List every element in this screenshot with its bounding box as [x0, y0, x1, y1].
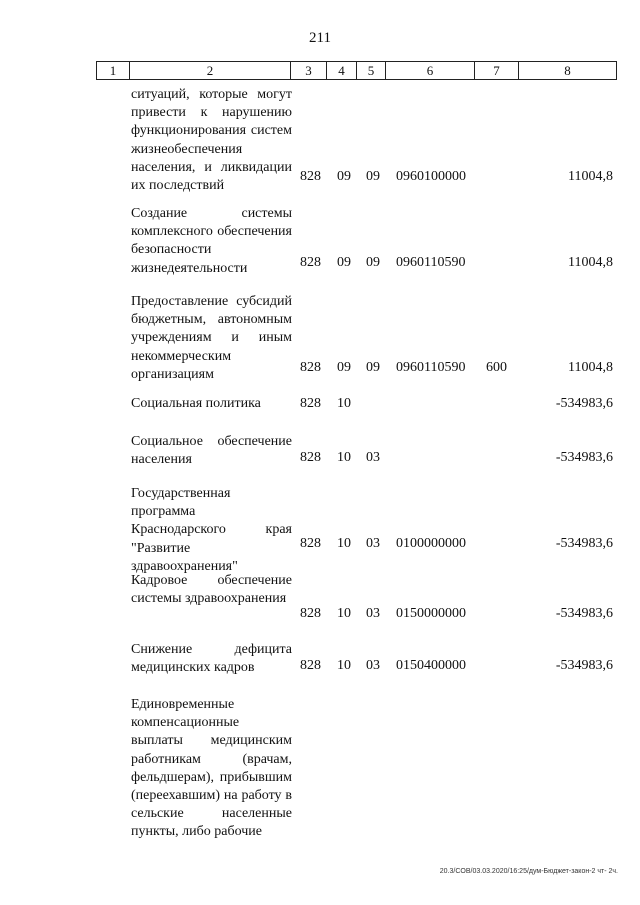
row-amount: -534983,6 [555, 606, 613, 621]
row-code-3: 828 [300, 255, 321, 270]
row-code-4: 10 [337, 396, 351, 411]
row-name: Социальная политика [131, 396, 261, 411]
row-code-3: 828 [300, 360, 321, 375]
row-code-3: 828 [300, 396, 321, 411]
row-name: Единовременные компенсационные выплаты медицинским работникам (врачам, фельдшерам), прибывшим (переехавшим) на работу в сельские населенные пункты, либо рабочие [131, 697, 292, 840]
row-code-4: 10 [337, 536, 351, 551]
row-code-6: 0150400000 [396, 658, 466, 673]
row-code-5: 09 [366, 360, 380, 375]
row-amount: 11004,8 [568, 255, 613, 270]
row-code-3: 828 [300, 450, 321, 465]
row-code-4: 10 [337, 450, 351, 465]
row-name: Предоставление субсидий бюджетным, автономным учреждениям и иным некоммерческим организациям [131, 294, 292, 382]
row-code-3: 828 [300, 169, 321, 184]
row-name: Социальное обеспечение населения [131, 434, 292, 468]
row-code-4: 09 [337, 255, 351, 270]
row-code-5: 09 [366, 255, 380, 270]
row-code-5: 03 [366, 606, 380, 621]
header-col-3: 3 [291, 62, 327, 79]
row-amount: -534983,6 [555, 396, 613, 411]
row-code-7: 600 [486, 360, 507, 375]
row-code-5: 03 [366, 658, 380, 673]
row-code-3: 828 [300, 536, 321, 551]
row-code-3: 828 [300, 606, 321, 621]
row-code-5: 03 [366, 450, 380, 465]
row-code-5: 03 [366, 536, 380, 551]
header-col-1: 1 [97, 62, 130, 79]
row-amount: -534983,6 [555, 450, 613, 465]
row-name: Снижение дефицита медицинских кадров [131, 642, 292, 676]
row-amount: 11004,8 [568, 360, 613, 375]
header-col-7: 7 [475, 62, 519, 79]
row-name: ситуаций, которые могут привести к нарушению функционирования систем жизнеобеспечения населения, и ликвидации их последствий [131, 87, 292, 194]
header-col-8: 8 [564, 63, 571, 78]
header-col-6: 6 [386, 62, 475, 79]
row-code-5: 09 [366, 169, 380, 184]
row-code-6: 0150000000 [396, 606, 466, 621]
document-footer: 20.3/COB/03.03.2020/16:25/дум-Бюджет-закон-2 чт- 2ч. [439, 868, 618, 875]
row-amount: 11004,8 [568, 169, 613, 184]
table-header [96, 61, 617, 80]
row-code-6: 0960110590 [396, 360, 466, 375]
row-code-6: 0960100000 [396, 169, 466, 184]
row-code-4: 10 [337, 658, 351, 673]
header-col-2: 2 [130, 62, 291, 79]
row-name: Кадровое обеспечение системы здравоохранения [131, 573, 292, 607]
row-code-6: 0100000000 [396, 536, 466, 551]
row-code-6: 0960110590 [396, 255, 466, 270]
header-col-4: 4 [327, 62, 357, 79]
row-name: Государственная программа Краснодарского края "Развитие здравоохранения" [131, 486, 292, 574]
row-code-4: 09 [337, 360, 351, 375]
row-code-4: 09 [337, 169, 351, 184]
header-col-5: 5 [357, 62, 386, 79]
page-number: 211 [309, 30, 331, 46]
row-code-3: 828 [300, 658, 321, 673]
row-amount: -534983,6 [555, 536, 613, 551]
row-amount: -534983,6 [555, 658, 613, 673]
row-name: Создание системы комплексного обеспечения безопасности жизнедеятельности [131, 206, 292, 276]
row-code-4: 10 [337, 606, 351, 621]
